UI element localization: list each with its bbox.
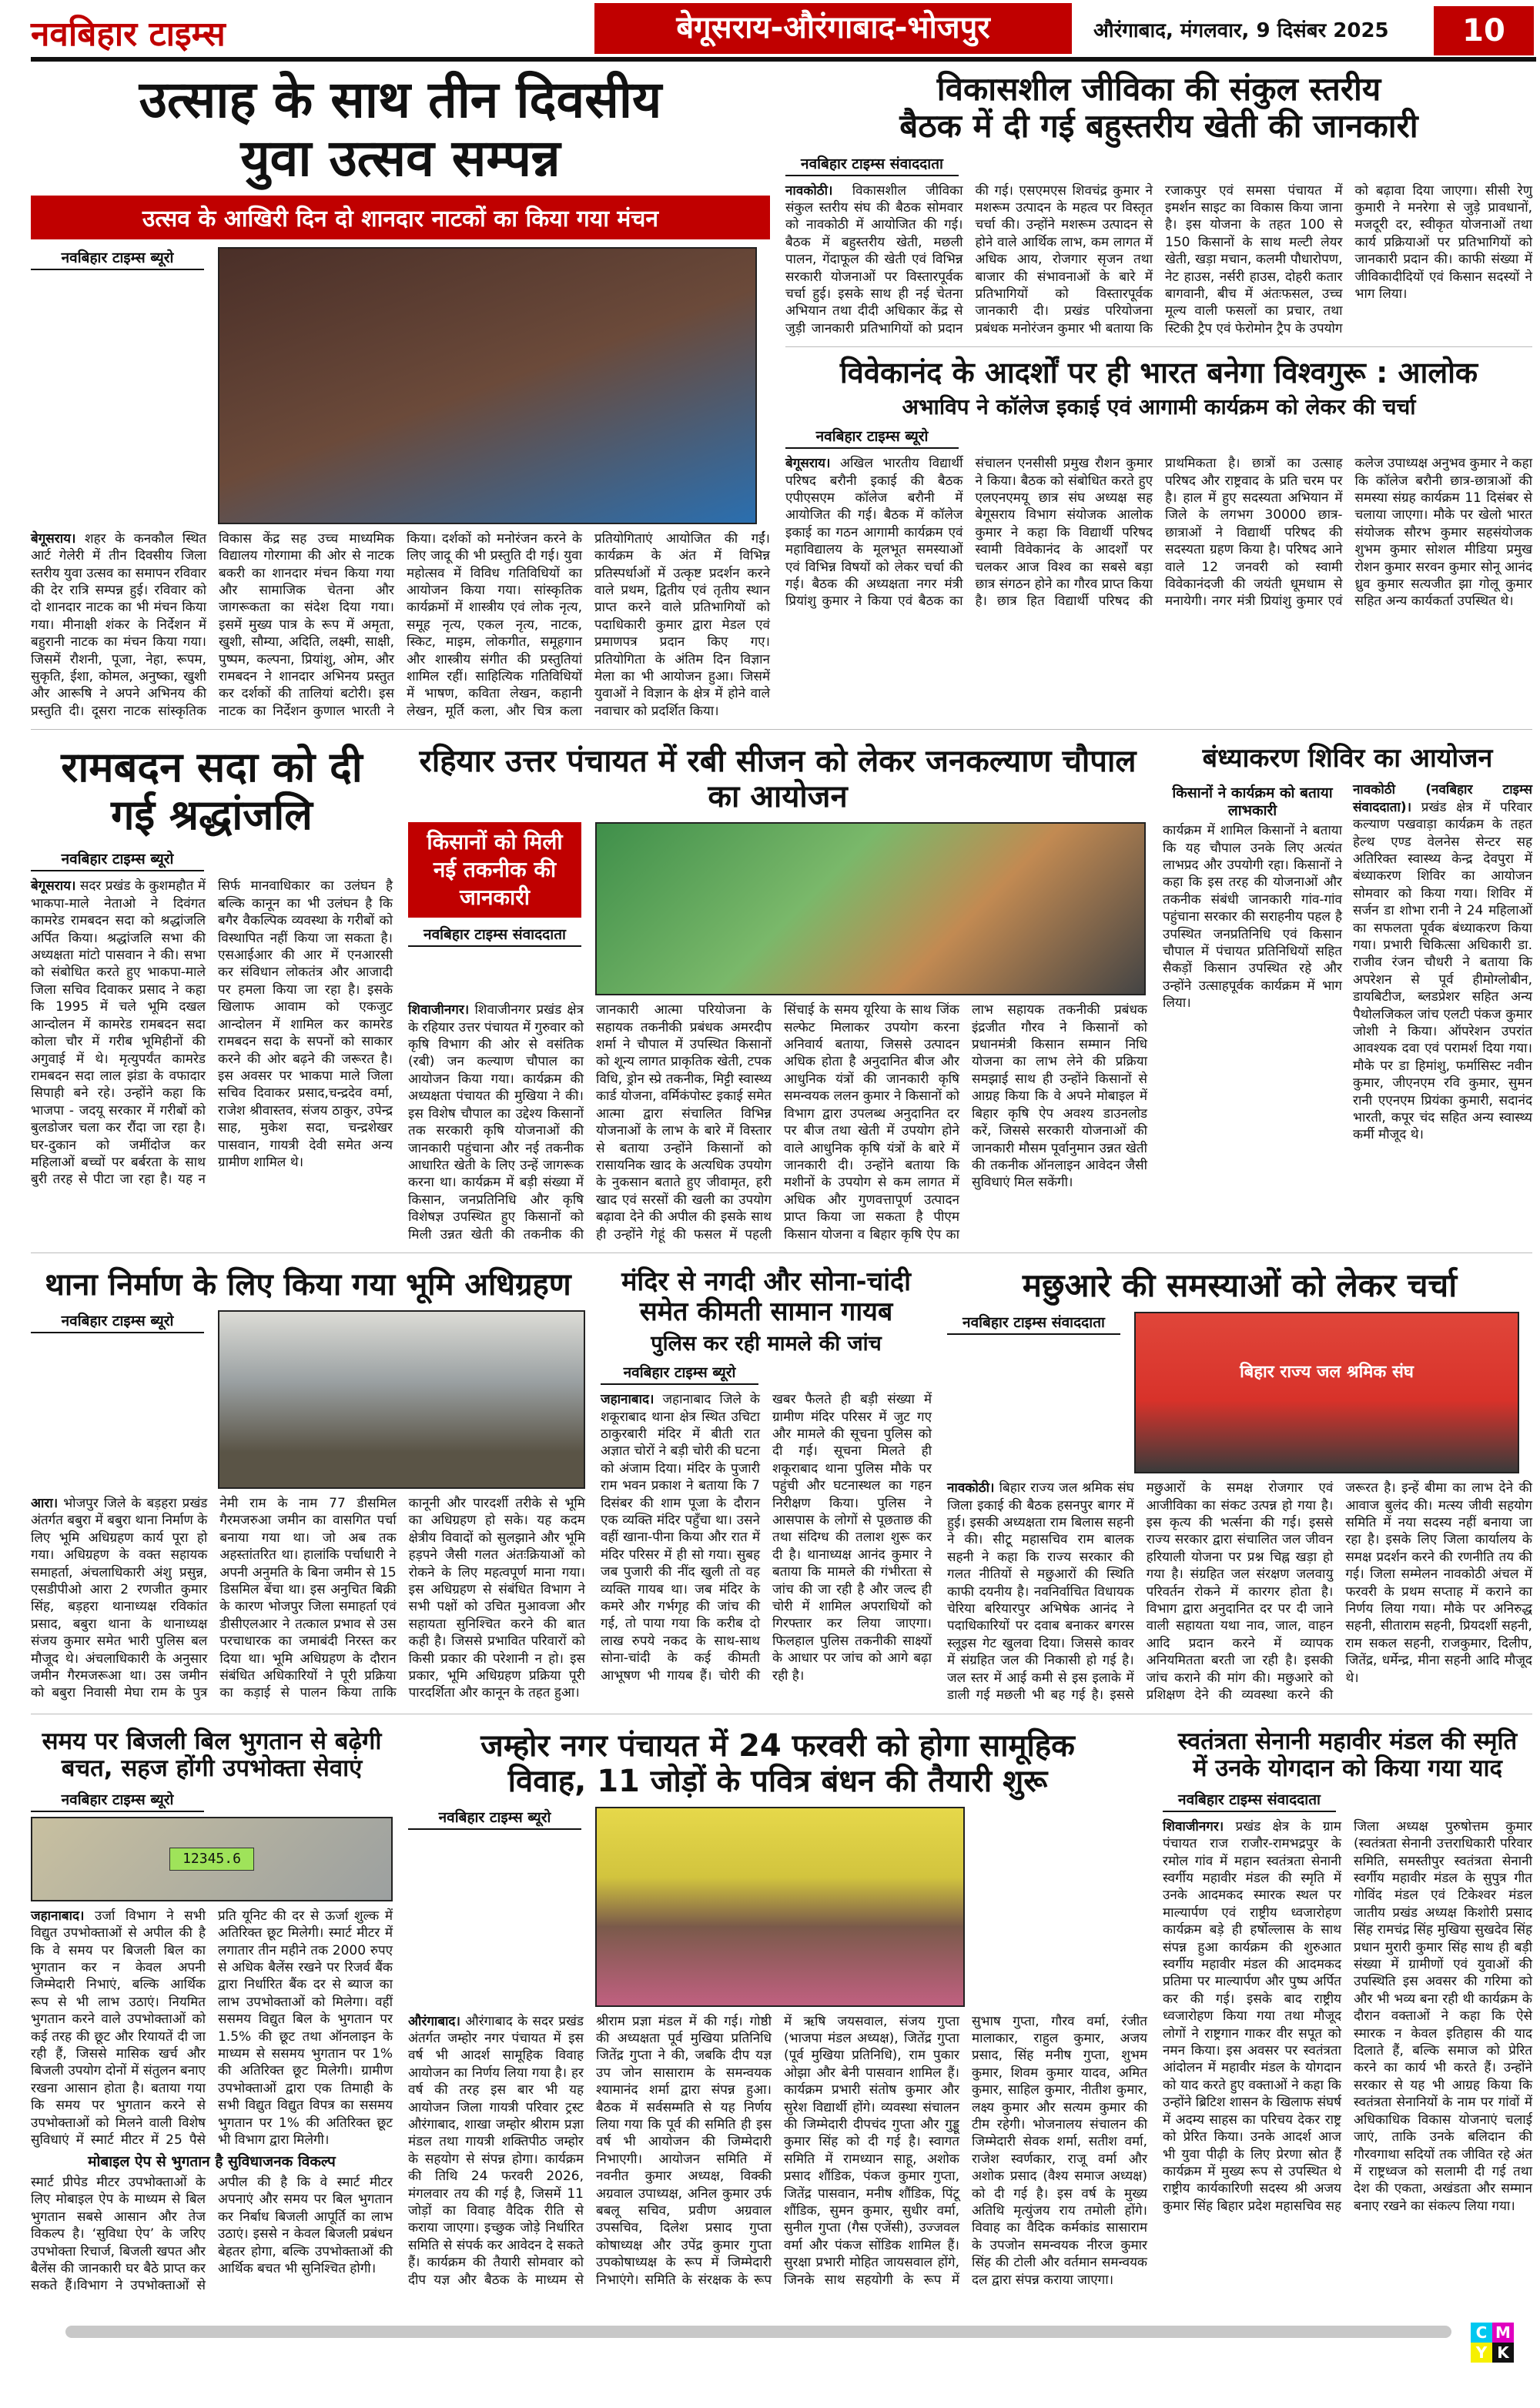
headline: उत्साह के साथ तीन दिवसीय — [139, 70, 662, 129]
right-top-stack — [785, 71, 1532, 610]
article-land-acquisition — [31, 1267, 585, 1702]
article-jeevika-meeting — [785, 71, 1532, 347]
headline: मंदिर से नगदी और सोना-चांदी — [621, 1266, 911, 1297]
chaupal-photo — [595, 822, 1146, 995]
article-electricity-bill — [31, 1728, 393, 2295]
headline: थाना निर्माण के लिए किया गया भूमि अधिग्रहण — [45, 1266, 571, 1303]
land-acquisition-photo — [218, 1310, 585, 1489]
headline: रामबदन सदा को दी — [61, 743, 363, 792]
byline: नवबिहार टाइम्स संवाददाता — [947, 1312, 1120, 1335]
article-body: बेगूसराय। अखिल भारतीय विद्यार्थी परिषद बरौनी इकाई की बैठक एपीएसएम कॉलेज बरौनी में आयोजित की गई। बैठक में कॉलेज इकाई का गठन आगामी कार्यक्रम एवं महाविद्यालय के मूलभूत समस्याओं एवं विभिन्न विषयों को लेकर चर्चा की गई। बैठक की अध्यक्षता नगर मंत्री प्रियांशु कुमार ने किया एवं बैठक का संचालन एनसीसी प्रमुख रौशन कुमार ने किया। बैठक को संबोधित करते हुए एलएनएमयू छात्र संघ अध्यक्ष सह बेगूसराय विभाग संयोजक आलोक कुमार ने कहा कि विद्यार्थी परिषद स्वामी विवेकानंद के आदर्शों पर चलकर आज विश्व का सबसे बड़ा छात्र संगठन होने का गौरव प्राप्त किया है। छात्र हित विद्यार्थी परिषद की प्राथमिकता है। छात्रों का उत्साह परिषद और राष्ट्रवाद के प्रति चरम पर है। हाल में हुए सदस्यता अभियान में जिले के लगभग 30000 छात्र-छात्राओं ने विद्यार्थी परिषद की सदस्यता ग्रहण किया है। परिषद आने वाले 12 जनवरी को स्वामी विवेकानंदजी की जयंती धूमधाम से मनायेगी। नगर मंत्री प्रियांशु कुमार एवं कलेज उपाध्यक्ष अनुभव कुमार ने कहा कि कॉलेज बरौनी छात्र-छात्राओं की समस्या संग्रह कार्यक्रम 11 दिसंबर से चलाया जाएगा। मौके पर खेलो भारत संयोजक सौरभ कुमार सहसंयोजक शुभम कुमार सोशल मीडिया प्रमुख रोशन कुमार सरवन कुमार सोनू आनंद ध्रुव कुमार सत्यजीत झा गोलू कुमार सहित अन्य कार्यकर्ता उपस्थित थे। — [785, 456, 1532, 610]
byline: नवबिहार टाइम्स ब्यूरो — [31, 1789, 204, 1812]
headline: रहियार उत्तर पंचायत में रबी सीजन को लेकर जनकल्याण चौपाल का आयोजन — [419, 744, 1137, 815]
row-third — [31, 1267, 1532, 1714]
banner-subheadline: उत्सव के आखिरी दिन दो शानदार नाटकों का किया गया मंचन — [31, 196, 770, 239]
headline: में उनके योगदान को किया गया याद — [1192, 1754, 1503, 1783]
registration-bar — [65, 2326, 1451, 2338]
article-body: बेगूसराय। सदर प्रखंड के कुशमहौत में भाकपा-माले नेताओ ने दिवंगत कामरेड रामबदन सदा को श्रद्धांजलि अर्पित किया। श्रद्धांजलि सभा की अध्यक्षता मांटो पासवान ने की। सभा को संबोधित करते हुए भाकपा-माले जिला सचिव दिवाकर प्रसाद ने कहा कि 1995 में चले भूमि दखल आन्दोलन में कामरेड रामबदन सदा कोला चौर में गरीब भूमिहीनों की अगुवाई में थे। मृत्युपर्यंत कामरेड रामबदन सदा लाल झंडा के वफादार सिपाही बने रहे। उन्होंने कहा कि भाजपा - जदयू सरकार में गरीबों को बुलडोजर चला कर रौंदा जा रहा है। घर-दुकान को जमींदोज कर महिलाओं बच्चों पर बर्बरता के साथ बुरी तरह से पीटा जा रहा है। यह न सिर्फ मानवाधिकार का उलंघन है बल्कि कानून का भी उलंघन है कि बगैर वैकल्पिक व्यवस्था के गरीबों को विस्थापित नहीं किया जा सकता है। एसआईआर की आर में एनआरसी कर संविधान लोकतंत्र और आजादी पर हमला किया जा रहा है। इसके खिलाफ आवाम को एकजुट आन्दोलन में शामिल कर कामरेड रामबदन सदा के सपनों को साकार करने की ओर बढ़ने की जरूरत है। इस अवसर पर भाकपा माले जिला सचिव दिवाकर प्रसाद,चन्द्रदेव वर्मा, राजेश श्रीवास्तव, संजय ठाकुर, उपेन्द्र साह, मुकेश सदा, चन्द्रशेखर पासवान, गायत्री देवी समेत अन्य ग्रामीण शामिल थे। — [31, 878, 393, 1188]
edition-banner: बेगूसराय-औरंगाबाद-भोजपुर — [594, 3, 1072, 54]
article-body: बेगूसराय। शहर के कनकौल स्थित आर्ट गेलेरी में तीन दिवसीय जिला स्तरीय युवा उत्सव का समापन रविवार की देर रात्रि सम्पन्न हुई। रविवार को दो शानदार नाटक का भी मंचन किया गया। मीनाक्षी शंकर के निर्देशन में बहुरानी नाटक का मंचन किया गया। जिसमें रौशनी, पूजा, नेहा, रूपम, सुकृति, ईशा, कोमल, अनुष्का, खुशी और आरूषि ने अपने अभिनय की प्रस्तुति दी। दूसरा नाटक सांस्कृतिक विकास केंद्र सह उच्च माध्यमिक विद्यालय गोरगामा की ओर से नाटक बकरी का शानदार मंचन किया गया और सामाजिक चेतना और जागरूकता का संदेश दिया गया। इसमें मुख्य पात्र के रूप में अमृता, खुशी, सौम्या, अदिति, लक्ष्मी, साक्षी, पुष्पम, कल्पना, प्रियांशु, ओम, और रामबदन ने शानदार अभिनय प्रस्तुत कर दर्शकों की तालियां बटोरी। इस नाटक का निर्देशन कुणाल भारती ने किया। दर्शकों को मनोरंजन करने के लिए जादू की भी प्रस्तुति दी गई। युवा महोत्सव में विविध गतिविधियों का आयोजन किया गया। सांस्कृतिक कार्यक्रमों में शास्त्रीय एवं लोक नृत्य, समूह नृत्य, एकल नृत्य, नाटक, स्किट, माइम, लोकगीत, समूहगान और शास्त्रीय संगीत की प्रस्तुतियां शामिल रहीं। साहित्यिक गतिविधियों में भाषण, कविता लेखन, कहानी लेखन, मूर्ति कला, और चित्र कला प्रतियोगिताएं आयोजित की गईं। कार्यक्रम के अंत में विभिन्न प्रतिस्पर्धाओं में उत्कृष्ट प्रदर्शन करने वाले प्रथम, द्वितीय एवं तृतीय स्थान प्राप्त करने वाले प्रतिभागियों को पदाधिकारी कुमार द्वारा मेडल एवं प्रमाणपत्र प्रदान किए गए। प्रतियोगिता के अंतिम दिन विज्ञान मेला का भी आयोजन हुआ। जिसमें युवाओं ने विज्ञान के क्षेत्र में होने वाले नवाचार को प्रदर्शित किया। — [31, 530, 770, 719]
subheadline: पुलिस कर रही मामले की जांच — [651, 1332, 882, 1356]
highlight-box: किसानों को मिली नई तकनीक की जानकारी — [408, 822, 581, 918]
article-temple-theft — [601, 1267, 932, 1684]
headline: बंध्याकरण शिविर का आयोजन — [1202, 743, 1493, 774]
byline: नवबिहार टाइम्स ब्यूरो — [31, 848, 204, 871]
byline: नवबिहार टाइम्स ब्यूरो — [31, 247, 204, 270]
black-mark: K — [1492, 2343, 1514, 2363]
byline: नवबिहार टाइम्स ब्यूरो — [408, 1807, 581, 1830]
page-number: 10 — [1434, 6, 1534, 55]
article-kisan-chaupal — [408, 744, 1147, 1243]
article-body: औरंगाबाद। औरंगाबाद के सदर प्रखंड अंतर्गत जम्होर नगर पंचायत में इस वर्ष भी आदर्श सामूहिक विवाह आयोजन का निर्णय लिया गया है। हर वर्ष की तरह इस बार भी यह आयोजन जिला गायत्री परिवार ट्रस्ट औरंगाबाद, शाखा जम्होर श्रीराम प्रज्ञा मंडल तथा गायत्री शक्तिपीठ जम्होर के सहयोग से संपन्न होगा। कार्यक्रम की तिथि 24 फरवरी 2026, मंगलवार तय की गई है, जिसमें 11 जोड़ों का विवाह वैदिक रीति से कराया जाएगा। इच्छुक जोड़े निर्धारित समिति से संपर्क कर आवेदन दे सकते हैं। कार्यक्रम की तैयारी सोमवार को दीप यज्ञ और बैठक के माध्यम से श्रीराम प्रज्ञा मंडल में की गई। गोष्ठी की अध्यक्षता पूर्व मुखिया प्रतिनिधि जितेंद्र गुप्ता ने की, जबकि दीप यज्ञ उप जोन सासाराम के समन्वयक श्यामानंद शर्मा द्वारा संपन्न हुआ। बैठक में सर्वसम्मति से यह निर्णय लिया गया कि पूर्व की समिति ही इस वर्ष भी आयोजन की जिम्मेदारी निभाएगी। आयोजन समिति में नवनीत कुमार अध्यक्ष, विक्की अग्रवाल उपाध्यक्ष, अनिल कुमार उर्फ बबलू सचिव, प्रवीण अग्रवाल उपसचिव, दिलेश प्रसाद गुप्ता कोषाध्यक्ष और उपेंद्र कुमार गुप्ता उपकोषाध्यक्ष के रूप में जिम्मेदारी निभाएंगे। समिति के संरक्षक के रूप में ऋषि जयसवाल, संजय गुप्ता (भाजपा मंडल अध्यक्ष), जितेंद्र गुप्ता (पूर्व मुखिया प्रतिनिधि), राम पुकार ओझा और बेनी पासवान शामिल हैं। कार्यक्रम प्रभारी संतोष कुमार और सुरेश विद्यार्थी होंगे। व्यवस्था संचालन की जिम्मेदारी दीपचंद गुप्ता और गुड्डू कुमार सिंह को दी गई है। स्वागत समिति में रामध्यान साहू, अशोक प्रसाद शौंडिक, पंकज कुमार गुप्ता, जितेंद्र पासवान, मनीष शौंडिक, पिंटू शौंडिक, सुमन कुमार, सुधीर वर्मा, सुनील गुप्ता (गैस एजेंसी), उज्जवल वर्मा और पंकज सोंडिक शामिल हैं। सुरक्षा प्रभारी मोहित जायसवाल होंगे, जिनके साथ सहयोगी के रूप में सुभाष गुप्ता, गौरव वर्मा, रंजीत मालाकार, राहुल कुमार, अजय प्रसाद, सिंह मनीष गुप्ता, शुभम कुमार, शिवम कुमार यादव, अमित कुमार, साहिल कुमार, नीतीश कुमार, लक्ष्य कुमार और सत्यम कुमार की टीम रहेगी। भोजनालय संचालन की जिम्मेदारी सेवक शर्मा, सतीश वर्मा, राजेश स्वर्णकार, राजू वर्मा और अशोक प्रसाद (वैश्य समाज अध्यक्ष) को दी गई है। इस वर्ष के मुख्य अतिथि मृत्युंजय राय तमोली होंगे। विवाह का वैदिक कर्मकांड सासाराम के उपजोन समन्वयक नीरज कुमार सिंह की टोली और वर्तमान समन्वयक दल द्वारा संपन्न कराया जाएगा। — [408, 2013, 1147, 2288]
article-body: जहानाबाद। उर्जा विभाग ने सभी विद्युत उपभोक्ताओं से अपील की है कि वे समय पर बिजली बिल का भुगतान कर न केवल अपनी जिम्मेदारी निभाएं, बल्कि आर्थिक रूप से भी लाभ उठाएं। नियमित भुगतान करने वाले उपभोक्ताओं को कई तरह की छूट और रियायतें दी जा रही हैं, जिससे मासिक खर्च और बिजली उपयोग दोनों में संतुलन बनाए रखना आसान होता है। बताया गया कि समय पर भुगतान करने से उपभोक्ताओं को मिलने वाली विशेष सुविधाएं में स्मार्ट मीटर में 25 पैसे प्रति यूनिट की दर से ऊर्जा शुल्क में अतिरिक्त छूट मिलेगी। स्मार्ट मीटर में लगातार तीन महीने तक 2000 रुपए से अधिक बैलेंस रखने पर रिजर्व बैंक द्वारा निर्धारित बैंक दर से ब्याज का लाभ उपभोक्ताओं को मिलेगा। वहीं ससमय विद्युत बिल के भुगतान पर 1.5% की छूट तथा ऑनलाइन के माध्यम से ससमय भुगतान पर 1% की अतिरिक्त छूट मिलेगी। ग्रामीण उपभोक्ताओं द्वारा एक तिमाही के सभी विद्युत विद्युत विपत्र का ससमय भुगतान पर 1% की अतिरिक्त छूट भी विभाग द्वारा मिलेगी। — [31, 1908, 393, 2149]
banner-in-photo: बिहार राज्य जल श्रमिक संघ — [1240, 1363, 1414, 1383]
article-freedom-fighter — [1163, 1728, 1532, 2216]
article-fishermen — [947, 1267, 1532, 1704]
row-top — [31, 71, 1532, 730]
article-rambadan-tribute — [31, 744, 393, 1189]
byline: नवबिहार टाइम्स संवाददाता — [785, 153, 959, 176]
headline: विकासशील जीविका की संकुल स्तरीय — [936, 70, 1381, 108]
article-body: नावकोठी। बिहार राज्य जल श्रमिक संघ जिला इकाई की बैठक हसनपुर बागर में हुई। इसकी अध्यक्षता राम बिलास सहनी ने की। सीटू महासचिव राम बालक सहनी ने कहा कि राज्य सरकार की गलत नीतियों से मछुआरों की स्थिति काफी दयनीय है। नवनिर्वाचित विधायक चेरिया बरियारपुर अभिषेक आनंद ने पदाधिकारियों पर दवाब बनाकर बगरस स्लूइस गेट खुलवा दिया। जिससे कावर में संग्रहित जल की निकासी हो गई है। जल स्तर में आई कमी से इस इलाके में डाली गई मछली भी बह गई है। इससे मछुआरों के समक्ष रोजगार एवं आजीविका का संकट उत्पन्न हो गया है। इस कृत्य की भर्त्सना की गई। इससे राज्य सरकार द्वारा संचालित जल जीवन हरियाली योजना पर प्रश्न चिह्न खड़ा हो गया है। संग्रहित जल संरक्षण जलवायु परिवर्तन रोकने में कारगर होता है। विभाग द्वारा अनुदानित दर पर दी जाने वाली सहायता यथा नाव, जाल, वाहन आदि प्रदान करने में व्यापक अनियमितता बरती जा रही है। इसकी जांच कराने की मांग की। मछुआरे को प्रशिक्षण देने की व्यवस्था करने की जरूरत है। इन्हें बीमा का लाभ देने की आवाज बुलंद की। मत्स्य जीवी सहयोग समिति में नया सदस्य नहीं बनाया जा रहा है। इसके लिए जिला कार्यालय के समक्ष प्रदर्शन करने की रणनीति तय की गई। जिला सम्मेलन नावकोठी अंचल में फरवरी के प्रथम सप्ताह में कराने का निर्णय लिया गया। मौके पर अनिरुद्ध सहनी, सीताराम सहनी, प्रियदर्शी सहनी, राम सकल सहनी, राजकुमार, दिलीप, जितेंद्र, धर्मेन्द्र, मीना सहनी आदि मौजूद थे। — [947, 1480, 1532, 1704]
yellow-mark: Y — [1471, 2343, 1492, 2363]
headline: विवाह, 11 जोड़ों के पवित्र बंधन की तैयारी शुरू — [507, 1763, 1048, 1799]
headline: मछुआरे की समस्याओं को लेकर चर्चा — [1022, 1266, 1458, 1304]
cyan-mark: C — [1471, 2323, 1492, 2343]
headline: गई श्रद्धांजलि — [111, 791, 313, 840]
article-mass-wedding — [408, 1728, 1147, 2289]
article-body: नावकोठी (नवबिहार टाइम्स संवाददाता)। प्रखंड क्षेत्र में परिवार कल्याण पखवाड़ा कार्यक्रम के तहत हेल्थ एण्ड वेलनेस सेन्टर सह अतिरिक्त स्वास्थ्य केन्द्र देवपुरा में बंध्याकरण शिविर का आयोजन सोमवार को किया गया। शिविर में सर्जन डा शोभा रानी ने 24 महिलाओं का सफलता पूर्वक बंध्याकरण किया गया। प्रभारी चिकित्सा अधिकारी डा. राजीव रंजन चौधरी ने बताया कि अपरेशन से पूर्व हीमोग्लोबीन, डायबिटीज, ब्लडप्रेशर सहित अन्य पैथोलजिकल जांच एलटी पंकज कुमार जोशी ने किया। ऑपरेशन उपरांत आवश्यक दवा एवं परामर्श दिया गया। मौके पर डा हिमांशु, फर्मासिस्ट नवीन कुमार, जीएनएम रवि कुमार, सुमन रानी एएनएम प्रियंका कुमारी, सदानंद भारती, कपूर चंद सहित अन्य स्वास्थ्य कर्मी मौजूद थे। — [1353, 782, 1532, 1143]
headline: विवेकानंद के आदर्शों पर ही भारत बनेगा विश्वगुरू : आलोक — [839, 356, 1478, 390]
article-body: शिवाजीनगर। शिवाजीनगर प्रखंड क्षेत्र के रहियार उत्तर पंचायत में गुरुवार को कृषि विभाग की ओर से वसंतिक (रबी) जन कल्याण चौपाल का आयोजन किया गया। कार्यक्रम की अध्यक्षता पंचायत की मुखिया ने की। इस विशेष चौपाल का उद्देश्य किसानों तक सरकारी कृषि योजनाओं की जानकारी पहुंचाना और नई तकनीक आधारित खेती के लिए उन्हें जागरूक करना था। कार्यक्रम में बड़ी संख्या में किसान, जनप्रतिनिधि और कृषि विशेषज्ञ उपस्थित हुए किसानों को मिली उन्नत खेती की तकनीक की जानकारी आत्मा परियोजना के सहायक तकनीकी प्रबंधक अमरदीप शर्मा ने चौपाल में उपस्थित किसानों को शून्य लागत प्राकृतिक खेती, टपक विधि, ड्रोन स्प्रे तकनीक, मिट्टी स्वास्थ्य कार्ड योजना, वर्मिकंपोस्ट इकाई समेत आत्मा द्वारा संचालित विभिन्न योजनाओं के लाभ के बारे में विस्तार से बताया उन्होंने किसानों को रासायनिक खाद के अत्यधिक उपयोग के नुकसान बताते हुए जीवामृत, हरी खाद एवं सरसों की खली का उपयोग बढ़ावा देने की अपील की इसके साथ ही उन्होंने गेहूं की फसल में पहली सिंचाई के समय यूरिया के साथ जिंक सल्फेट मिलाकर उपयोग करना अनिवार्य बताया, जिससे उत्पादन अधिक होता है अनुदानित बीज और आधुनिक यंत्रों की जानकारी कृषि समन्वयक ललन कुमार ने किसानों को विभाग द्वारा उपलब्ध अनुदानित दर पर बीज तथा खेती में उपयोग होने वाले आधुनिक कृषि यंत्रों के बारे में जानकारी दी। उन्होंने बताया कि मशीनों के उपयोग से कम लागत में अधिक और गुणवत्तापूर्ण उत्पादन प्राप्त किया जा सकता है पीएम किसान योजना व बिहार कृषि ऐप का लाभ सहायक तकनीकी प्रबंधक इंद्रजीत गौरव ने किसानों को प्रधानमंत्री किसान सम्मान निधि योजना का लाभ लेने की प्रक्रिया समझाई साथ ही उन्होंने किसानों से आग्रह किया कि वे अपने मोबाइल में बिहार कृषि ऐप अवश्य डाउनलोड करें, जिससे सरकारी योजनाओं की जानकारी मौसम पूर्वानुमान उन्नत खेती की तकनीक ऑनलाइन आवेदन जैसी सुविधाएं मिल सकेंगी। — [408, 1002, 1147, 1242]
article-body: आरा। भोजपुर जिले के बड़हरा प्रखंड अंतर्गत बबुरा में बबुरा थाना निर्माण के लिए भूमि अधिग्रहण कार्य पूरा हो गया। अधिग्रहण के वक्त सहायक समाहर्ता, अंचलाधिकारी अंशु प्रसुन्न, एसडीपीओ आरा 2 रणजीत कुमार सिंह, बड़हरा थानाध्यक्ष रविकांत प्रसाद, बबुरा थाना के थानाध्यक्ष संजय कुमार समेत भारी पुलिस बल मौजूद थे। अंचलाधिकारी के अनुसार जमीन गैरमजरूआ था। उस जमीन को बबुरा निवासी मेघा राम के पुत्र नेमी राम के नाम 77 डीसमिल गैरमजरुआ जमीन का वासगित पर्चा बनाया गया था। जो अब तक अहस्तांतरित था। हालांकि पर्चाधारी ने अपनी अनुमति के बिना जमीन से 15 डिसमिल बेंचा था। इस अनुचित बिक्री के कारण भोजपुर जिला समाहर्ता एवं डीसीएलआर ने तत्काल प्रभाव से उस परचाधारक का जमाबंदी निरस्त कर दिया था। भूमि अधिग्रहण के दौरान संबंधित अधिकारियों ने पूरी प्रक्रिया का कड़ाई से पालन किया ताकि कानूनी और पारदर्शी तरीके से भूमि का अधिग्रहण हो सके। यह कदम क्षेत्रीय विवादों को सुलझाने और भूमि हड़पने जैसी गलत अंतःक्रियाओं को रोकने के लिए महत्वपूर्ण माना गया। इस अधिग्रहण से संबंधित विभाग ने सभी पक्षों को उचित मुआवजा और सहायता सुनिश्चित करने की बात कही है। जिससे प्रभावित परिवारों को किसी प्रकार की परेशानी न हो। इस प्रकार, भूमि अधिग्रहण प्रक्रिया पूरी पारदर्शिता और कानून के तहत हुआ। — [31, 1495, 585, 1701]
byline: नवबिहार टाइम्स ब्यूरो — [785, 426, 959, 449]
byline: नवबिहार टाइम्स संवाददाता — [1163, 1789, 1336, 1812]
newspaper-logo: नवबिहार टाइम्स — [31, 15, 226, 54]
subheadline: किसानों ने कार्यक्रम को बताया लाभकारी — [1172, 784, 1333, 819]
magenta-mark: M — [1492, 2323, 1514, 2343]
page-footer — [31, 2318, 1532, 2362]
cmyk-marks — [1471, 2323, 1532, 2363]
headline: युवा उत्सव सम्पन्न — [240, 128, 561, 188]
headline: समेत कीमती सामान गायब — [639, 1296, 893, 1328]
article-body: जहानाबाद। जहानाबाद जिले के शकूराबाद थाना क्षेत्र स्थित उचिटा ठाकुरबारी मंदिर में बीती रात अज्ञात चोरों ने बड़ी चोरी की घटना को अंजाम दिया। मंदिर के पुजारी राम भवन प्रकाश ने बताया कि 7 दिसंबर की शाम पूजा के दौरान एक व्यक्ति मंदिर पहुँचा था। उसने वहीं खाना-पीना किया और रात में मंदिर परिसर में ही सो गया। सुबह जब पुजारी की नींद खुली तो वह व्यक्ति गायब था। जब मंदिर के कमरे और गर्भगृह की जांच की गई, तो पाया गया कि करीब दो लाख रुपये नकद के साथ-साथ सोना-चांदी के कई कीमती आभूषण भी गायब हैं। चोरी की खबर फैलते ही बड़ी संख्या में ग्रामीण मंदिर परिसर में जुट गए और मामले की सूचना पुलिस को दी गई। सूचना मिलते ही शकूराबाद थाना पुलिस मौके पर पहुंची और घटनास्थल का गहन निरीक्षण किया। पुलिस ने आसपास के लोगों से पूछताछ की तथा संदिग्ध की तलाश शुरू कर दी है। थानाध्यक्ष आनंद कुमार ने बताया कि मामले की गंभीरता से जांच की जा रही है और जल्द ही चोरी में शामिल अपराधियों को गिरफ्तार कर लिया जाएगा। फिलहाल पुलिस तकनीकी साक्ष्यों के आधार पर जांच को आगे बढ़ा रही है। — [601, 1392, 932, 1684]
subheadline: मोबाइल ऐप से भुगतान है सुविधाजनक विकल्प — [88, 2153, 336, 2171]
fishermen-meeting-photo — [1134, 1312, 1519, 1473]
row-second — [31, 744, 1532, 1253]
article-sterilization-camp — [1163, 744, 1532, 1144]
issue-date: औरंगाबाद, मंगलवार, 9 दिसंबर 2025 — [1093, 19, 1389, 42]
meter-display: 12345.6 — [169, 1848, 254, 1871]
headline: बचत, सहज होंगी उपभोक्ता सेवाएं — [61, 1754, 363, 1783]
row-bottom — [31, 1728, 1532, 2304]
headline: समय पर बिजली बिल भुगतान से बढ़ेगी — [42, 1727, 382, 1755]
headline: बैठक में दी गई बहुस्तरीय खेती की जानकारी — [899, 107, 1418, 145]
byline: नवबिहार टाइम्स संवाददाता — [408, 924, 581, 947]
article-body: शिवाजीनगर। प्रखंड क्षेत्र के ग्राम पंचायत राज राजौर-रामभद्रपुर के रमोल गांव में महान स्वतंत्रता सेनानी स्वर्गीय महावीर मंडल की स्मृति में उनके आदमकद स्मारक स्थल पर माल्यार्पण एवं राष्ट्रीय ध्वजारोहण कार्यक्रम बड़े ही हर्षोल्लास के साथ संपन्न हुआ कार्यक्रम की शुरुआत स्वर्गीय महावीर मंडल की आदमकद प्रतिमा पर माल्यार्पण और पुष्प अर्पित कर की गई। इसके बाद राष्ट्रीय ध्वजारोहण किया गया तथा मौजूद लोगों ने राष्ट्रगान गाकर वीर सपूत को नमन किया। इस अवसर पर स्वतंत्रता आंदोलन में महावीर मंडल के योगदान को याद करते हुए वक्ताओं ने कहा कि उन्होंने ब्रिटिश शासन के खिलाफ संघर्ष में अदम्य साहस का परिचय देकर राष्ट्र को प्रेरित किया। उनके आदर्श आज भी युवा पीढ़ी के लिए प्रेरणा स्रोत हैं कार्यक्रम में मुख्य रूप से उपस्थित थे राष्ट्रीय कार्यकारिणी सदस्य श्री अजय कुमार सिंह बिहार प्रदेश महासचिव सह जिला अध्यक्ष पुरुषोत्तम कुमार (स्वतंत्रता सेनानी उत्तराधिकारी परिवार समिति, समस्तीपुर स्वतंत्रता सेनानी स्वर्गीय महावीर मंडल के सुपुत्र गीत गोविंद मंडल एवं टिकेश्वर मंडल जातीय प्रखंड अध्यक्ष किशोरी प्रसाद सिंह रामचंद्र सिंह मुखिया सुखदेव सिंह प्रधान मुरारी कुमार सिंह साथ ही बड़ी संख्या में ग्रामीणों एवं युवाओं की उपस्थिति इस अवसर की गरिमा को और भी भव्य बना रही थी कार्यक्रम के दौरान वक्ताओं ने कहा कि ऐसे स्मारक न केवल इतिहास की याद दिलाते हैं, बल्कि समाज को प्रेरित करने का कार्य भी करते हैं। उन्होंने सरकार से यह भी आग्रह किया कि स्वतंत्रता सेनानियों के नाम पर गांवों में अधिकाधिक विकास योजनाएं चलाई जाएं, ताकि उनके बलिदान की गौरवगाथा सदियों तक जीवित रहे अंत में राष्ट्रध्वज को सलामी दी गई तथा देश की एकता, अखंडता और सम्मान बनाए रखने का संकल्प लिया गया। — [1163, 1818, 1532, 2214]
byline: नवबिहार टाइम्स ब्यूरो — [601, 1362, 758, 1385]
headline: जम्होर नगर पंचायत में 24 फरवरी को होगा सामूहिक — [480, 1727, 1075, 1764]
article-abvp — [785, 356, 1532, 610]
article-body-2: मोबाइल ऐप से भुगतान है सुविधाजनक विकल्प स्मार्ट प्रीपेड मीटर उपभोक्ताओं के लिए मोबाइल ऐप के माध्यम से बिल भुगतान सबसे आसान और तेज विकल्प है। ‘सुविधा ऐप’ के जरिए उपभोक्ता रिचार्ज, बिजली खपत और बैलेंस की जानकारी घर बैठे प्राप्त कर सकते हैं।विभाग ने उपभोक्ताओं से अपील की है कि वे स्मार्ट मीटर अपनाएं और समय पर बिल भुगतान कर निर्बाध बिजली आपूर्ति का लाभ उठाएं। इससे न केवल बिजली प्रबंधन बेहतर होगा, बल्कि उपभोक्ताओं की आर्थिक बचत भी सुनिश्चित होगी। — [31, 2153, 393, 2294]
stage-play-photo — [218, 247, 757, 524]
wedding-meeting-photo — [595, 1807, 965, 2007]
article-youth-festival — [31, 71, 770, 720]
subheadline: अभाविप ने कॉलेज इकाई एवं आगामी कार्यक्रम को लेकर की चर्चा — [902, 393, 1416, 420]
smart-meter-photo — [31, 1817, 393, 1901]
article-body: नावकोठी। विकासशील जीविका संकुल स्तरीय संघ की बैठक सोमवार को नावकोठी में आयोजित की गई। बैठक में बहुस्तरीय खेती, मछली पालन, गेंदाफूल की खेती एवं विभिन्न सरकारी योजनाओं पर विस्तारपूर्वक चर्चा हुई। इसके साथ ही नई चेतना अभियान तथा दीदी अधिकार केंद्र से जुड़ी जानकारी प्रतिभागियों को प्रदान की गई। एसएमएस शिवचंद्र कुमार ने मशरूम उत्पादन के महत्व पर विस्तृत चर्चा की। उन्होंने मशरूम उत्पादन से होने वाले आर्थिक लाभ, कम लागत में अधिक आय, रोजगार सृजन तथा बाजार की संभावनाओं के बारे में प्रतिभागियों को विस्तारपूर्वक जानकारी दी। प्रखंड परियोजना प्रबंधक मनोरंजन कुमार भी बताया कि रजाकपुर एवं समसा पंचायत में इमर्शन साइट का विकास किया जाना है। इस योजना के तहत 100 से 150 किसानों के साथ मल्टी लेयर खेती, खड़ा मचान, कलमी पौधारोपण, नेट हाउस, नर्सरी हाउस, दोहरी कतार बागवानी, बीच में अंतःफसल, उच्च मूल्य वाली फसलों का प्रचार, तथा स्टिकी ट्रैप एवं फेरोमोन ट्रैप के उपयोग को बढ़ावा दिया जाएगा। सीसी रेणु कुमारी ने मनरेगा से जुड़े प्रावधानों, मजदूरी दर, स्वीकृत योजनाओं तथा कार्य प्रक्रियाओं पर प्रतिभागियों को जानकारी प्रदान की। काफी संख्या में जीविकादीदियों एवं किसान सदस्यों ने भाग लिया। — [785, 182, 1532, 336]
headline: स्वतंत्रता सेनानी महावीर मंडल की स्मृति — [1177, 1727, 1518, 1755]
byline: नवबिहार टाइम्स ब्यूरो — [31, 1310, 204, 1333]
chaupal-continued: किसानों ने कार्यक्रम को बताया लाभकारी कार्यक्रम में शामिल किसानों ने बताया कि यह चौपाल उनके लिए अत्यंत लाभप्रद और उपयोगी रहा। किसानों ने कहा कि इस तरह की योजनाओं और तकनीक संबंधी जानकारी गांव-गांव पहुंचाना सरकार की सराहनीय पहल है उपस्थित जनप्रतिनिधि एवं किसान चौपाल में पंचायत प्रतिनिधियों सहित सैकड़ों किसान उपस्थित रहे और उन्होंने उत्साहपूर्वक कार्यक्रम में भाग लिया। — [1163, 784, 1342, 1012]
